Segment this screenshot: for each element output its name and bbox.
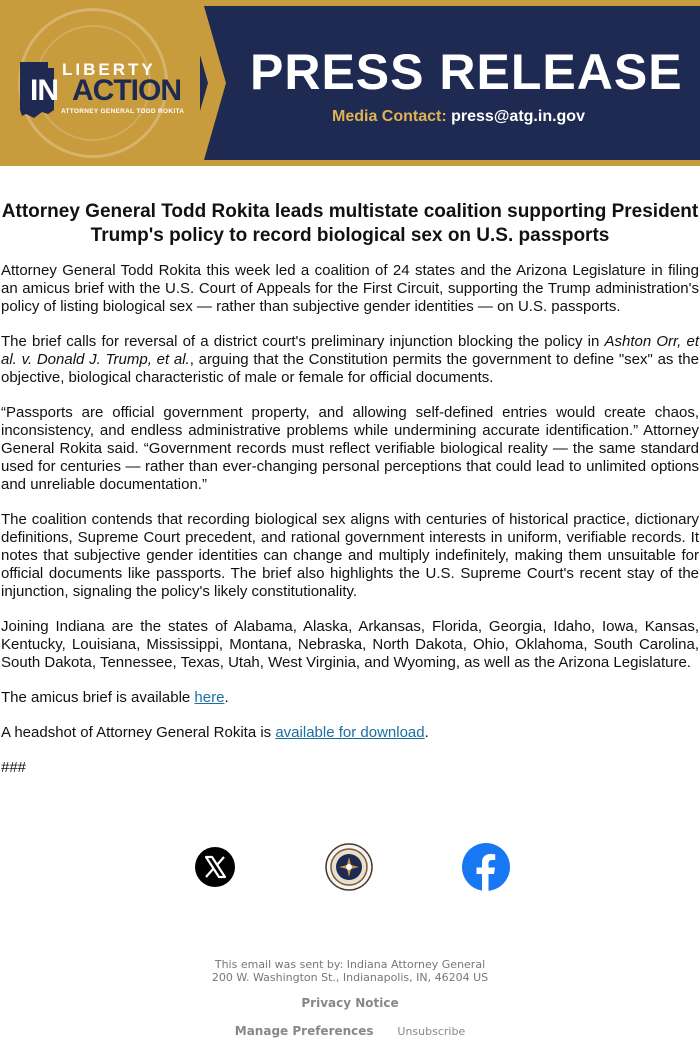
- press-release-title: PRESS RELEASE: [250, 44, 683, 100]
- article-body: [1, 262, 699, 794]
- logo-action-text: ACTION: [72, 74, 181, 107]
- case-name: Ashton Orr, et al. v. Donald J. Trump, et al.: [1, 333, 699, 368]
- paragraph-quote: “Passports are official government property, and allowing self-defined entries would create chaos, inconsistency, and endless administrative problems while undermining accurate identification.” Attorney General Rokita said. “Government records must reflect verifiable biological reality — the same standard used for centuries — rather than ever-changing personal perceptions that could lead to unlimited options and unreliable documentation.”: [1, 404, 699, 493]
- social-links: [0, 843, 700, 893]
- article-headline: Attorney General Todd Rokita leads multistate coalition supporting President Trump's policy to record biological sex on U.S. passports: [1, 201, 699, 246]
- logo-liberty-text: LIBERTY: [62, 60, 156, 79]
- end-mark: ###: [1, 759, 27, 776]
- paragraph-brief: The brief calls for reversal of a district court's preliminary injunction blocking the policy in Ashton Orr, et al. v. Donald J. Trump, et al., arguing that the Constitution permits the government to define "sex" as the objective, biological characteristic of male or female for official documents.: [1, 333, 699, 386]
- attorney-general-seal-icon[interactable]: [325, 843, 373, 891]
- logo-in-text: IN: [30, 74, 58, 107]
- footer-preferences: [0, 1024, 700, 1038]
- media-contact-email[interactable]: press@atg.in.gov: [451, 108, 585, 125]
- paragraph-contentions: The coalition contends that recording biological sex aligns with centuries of historical practice, dictionary definitions, Supreme Court precedent, and rational government interests in uniform, verifiable records. It notes that subjective gender identities can change and multiply indefinitely, making them unsuitable for official documents like passports. The brief also highlights the U.S. Supreme Court's recent stay of the injunction, signaling the policy's likely constitutionality.: [1, 511, 699, 600]
- manage-preferences-link[interactable]: Manage Preferences: [234, 1024, 374, 1038]
- footer-address: 200 W. Washington St., Indianapolis, IN, 46204 US: [211, 971, 489, 984]
- paragraph-amicus: The amicus brief is available here.: [1, 689, 229, 706]
- logo-attorney-general-text: ATTORNEY GENERAL TODD ROKITA: [61, 108, 185, 115]
- privacy-notice-link[interactable]: Privacy Notice: [301, 996, 399, 1010]
- facebook-icon[interactable]: [462, 843, 510, 891]
- headshot-download-link[interactable]: available for download: [275, 724, 425, 741]
- footer-sent-by: This email was sent by: Indiana Attorney General: [214, 958, 486, 971]
- paragraph-headshot: A headshot of Attorney General Rokita is available for download.: [1, 724, 429, 741]
- paragraph-joining-states: Joining Indiana are the states of Alabama, Alaska, Arkansas, Florida, Georgia, Idaho, Iowa, Kansas, Kentucky, Louisiana, Mississippi, Montana, Nebraska, North Dakota, Ohio, Oklahoma, South Carolina, South Dakota, Tennessee, Texas, Utah, West Virginia, and Wyoming, as well as the Arizona Legislature.: [1, 618, 699, 671]
- media-contact: [332, 108, 585, 126]
- footer-sender: [0, 958, 700, 984]
- x-logo-icon[interactable]: [191, 843, 239, 891]
- press-release-banner: [0, 0, 700, 166]
- paragraph-coalition: Attorney General Todd Rokita this week led a coalition of 24 states and the Arizona Legislature in filing an amicus brief with the U.S. Court of Appeals for the First Circuit, supporting the Trump administration's policy of listing biological sex — rather than subjective gender identities — on U.S. passports.: [1, 262, 699, 315]
- amicus-brief-link[interactable]: here: [194, 689, 225, 706]
- unsubscribe-link[interactable]: Unsubscribe: [397, 1025, 466, 1038]
- media-contact-label: Media Contact:: [332, 108, 447, 125]
